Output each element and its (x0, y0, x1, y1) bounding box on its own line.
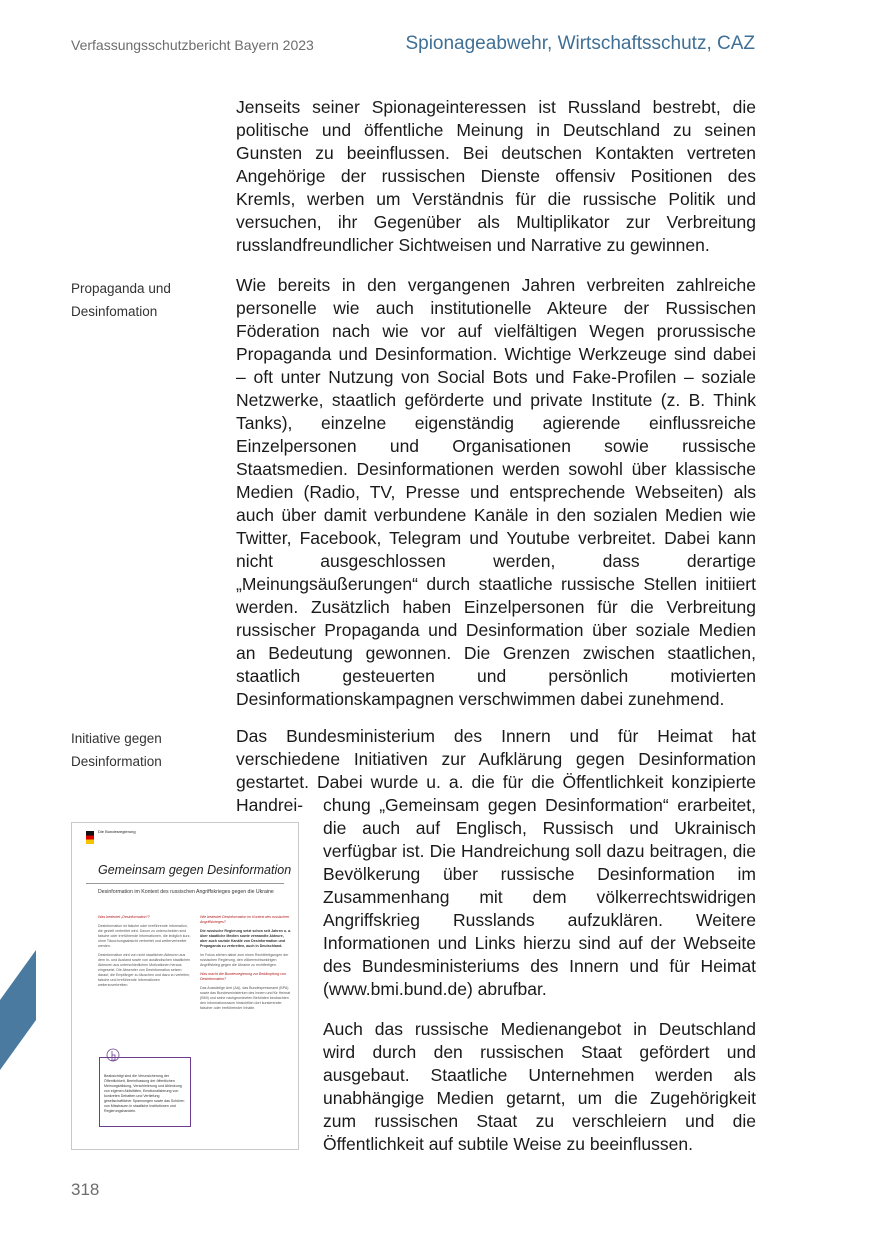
sidenote-propaganda: Propaganda und Desinfomation (71, 281, 171, 319)
brochure-highlight-box: Beabsichtigt sind die Verunsicherung der Öffentlichkeit, Beeinflussung der öffentlichen Meinungsbildung, Verschleierung und Ablenkung von eigenen Aktivitäten, Emotionalisierung von konkreten Debatten und Vertiefung gesellschaftlicher Spannungen sowie das Schüren von Misstrauen in staatliche Institutionen und Regierungshandeln. (99, 1057, 191, 1127)
paragraph-propaganda: Wie bereits in den vergangenen Jahren verbreiten zahlreiche personelle wie auch institutionelle Akteure der Russischen Föderation nach wie vor auf vielfältigen Wegen prorussische Propaganda und Desinformation. Wichtige Werkzeuge sind dabei – oft unter Nutzung von Social Bots und Fake-Profilen – soziale Netzwerke, staatlich geförderte und private Institute (z. B. Think Tanks), einzelne eigenständig agierende einflussreiche Einzelpersonen und Organisationen sowie russische Staatsmedien. Desinformationen werden sowohl über klassische Medien (Radio, TV, Presse und entsprechende Webseiten) als auch über damit verbundene Kanäle in den sozialen Medien wie Twitter, Facebook, Telegram und Youtube verbreitet. Dabei kann nicht ausgeschlossen werden, dass derartige „Meinungsäußerungen“ durch staatliche russische Stellen initiiert werden. Zusätzlich haben Einzelpersonen für die Verbreitung russischer Propaganda und Desinformation über soziale Medien an Bedeutung gewonnen. Die Grenzen zwischen staatlichen, staatlich gesteuerten und persönlich motivierten Desinformationskampagnen verschwimmen dabei zunehmend. (236, 275, 756, 709)
page-number: 318 (71, 1180, 100, 1199)
paragraph-russia-influence: Jenseits seiner Spionageinteressen ist Russland bestrebt, die politische und öffentliche Meinung in Deutschland zu seinen Gunsten zu beeinflussen. Bei deutschen Kontakten vertreten Angehörige der russischen Dienste offensiv Positionen des Kremls, werben um Verständnis für die russische Politik und versuchen, ihr Gegenüber als Multiplikator zur Verbreitung russlandfreundlicher Sichtweisen und Narrative zu gewinnen. (236, 97, 756, 255)
brochure-text-1b: Desinformation wird von nicht staatlichen Akteuren aus dem In- und Ausland sowie von ausländischen staatlichen Akteuren aus unterschiedlichen Motivationen heraus eingesetzt. Die Absender von Desinformation setzen darauf, die Empfänger zu täuschen und dazu zu verleiten, falsche und irreführende Informationen weiterzuverbreiten. (98, 953, 191, 987)
paragraph-initiative-intro: Das Bundesministerium des Innern und für Heimat hat verschiedene Initiativen zur Aufklärung gegen Desinformation gestartet. Dabei wurde u. a. die für die Öffentlichkeit konzipierte Handrei- (236, 726, 756, 815)
brochure-subtitle: Desinformation im Kontext des russischen Angriffskrieges gegen die Ukraine (98, 889, 274, 895)
paragraph-russian-media: Auch das russische Medienangebot in Deutschland wird durch den russischen Staat gefördert und ausgebaut. Staatliche Unternehmen werden als unabhängige Medien getarnt, um die Zugehörigkeit zum russischen Staat zu verschleiern und die Öffentlichkeit auf subtile Weise zu beeinflussen. (323, 1019, 756, 1154)
running-header-title: Verfassungsschutzbericht Bayern 2023 (71, 37, 314, 53)
brochure-question-2: Wie bedeutet Desinformation im Kontext des russischen Angriffskrieges? (200, 915, 290, 924)
running-header-chapter: Spionageabwehr, Wirtschaftsschutz, CAZ (405, 33, 755, 54)
federal-flag-icon (86, 831, 94, 844)
brochure-text-2c: Das Auswärtige Amt (AA), das Bundespresseamt (BPA) sowie das Bundesministerium des Innern und für Heimat (BMI) und seine nachgeordneten Behörden beobachten den Informationsraum hinsichtlich dort kursierender falscher oder irreführender Inhalte. (200, 986, 291, 1010)
brochure-text-2a: Die russische Regierung setzt schon seit Jahren u. a. über staatliche Medien sowie verwandte Akteure, aber auch soziale Kanäle von Desinformation und Propaganda zu verbreiten, auch in Deutschland. (200, 929, 292, 948)
brochure-text-1a: Desinformation ist falsche oder irreführende Information, die gezielt verbreitet wird. Davon zu unterscheiden sind falsche oder irreführende Informationen, die lediglich kurz, ohne Täuschungsabsicht verbreitet und weiterverbreitet werden. (98, 924, 191, 948)
brochure-thumbnail (71, 822, 299, 1150)
paragraph-initiative-handout: chung „Gemeinsam gegen Desinformation“ erarbeitet, die auch auf Englisch, Russisch und Ukrainisch verfügbar ist. Die Handreichung soll dazu beitragen, die Bevölkerung über russische Desinformation im Zusammenhang mit dem völkerrechtswidrigen Angriffskrieg Russlands aufzuklären. Weitere Informationen und Links hierzu sind auf der Webseite des Bundesministeriums des Innern und für Heimat (www.bmi.bund.de) abrufbar. (323, 795, 756, 999)
brochure-question-3: Was macht die Bundesregierung zur Bekämpfung von Desinformation? (200, 972, 287, 981)
brochure-column-left (98, 915, 191, 992)
brochure-text-2b: Im Fokus stehen dabei zum einen Rechtfertigungen der russischen Regierung, den völkerrechtswidrigen Angriffskrieg gegen die Ukraine zu rechtfertigen. (200, 953, 289, 967)
brochure-title: Gemeinsam gegen Desinformation (98, 863, 292, 877)
brochure-divider (86, 883, 284, 884)
page-edge-decoration (0, 950, 36, 1070)
brochure-publisher: Die Bundesregierung (98, 829, 136, 834)
brochure-column-right (200, 915, 292, 1015)
brochure-question-1: Was bedeutet „Desinformation“? (98, 915, 150, 919)
sidenote-initiative: Initiative gegen Desinformation (71, 731, 162, 769)
